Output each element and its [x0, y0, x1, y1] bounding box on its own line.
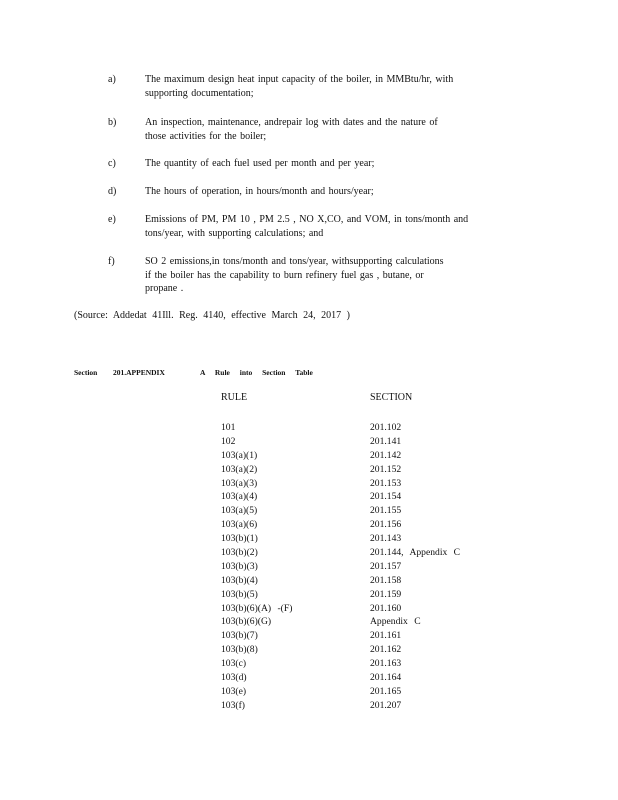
- section-column-header: SECTION: [370, 392, 413, 403]
- section-cell: 201.154: [370, 491, 402, 503]
- item-line: supporting documentation;: [145, 87, 254, 99]
- section-cell: 201.152: [370, 463, 402, 475]
- rule-cell: 103(b)(8): [221, 644, 258, 656]
- section-cell: 201.157: [370, 560, 402, 572]
- section-cell: 201.160: [370, 602, 402, 614]
- item-label: a): [108, 74, 116, 85]
- item-line: if the boiler has the capability to burn refinery fuel gas , butane, or: [145, 269, 424, 281]
- item-label: f): [108, 256, 115, 267]
- item-line: The maximum design heat input capacity of the boiler, in MMBtu/hr, with: [145, 74, 454, 85]
- rule-cell: 103(a)(6): [221, 519, 258, 531]
- rule-cell: 103(c): [221, 658, 247, 670]
- item-text: [145, 116, 525, 143]
- rule-cell: 103(a)(2): [221, 463, 258, 475]
- item-label: d): [108, 186, 117, 197]
- rule-column-header: RULE: [221, 392, 248, 403]
- section-label: Section: [74, 368, 98, 377]
- item-text: [145, 73, 525, 100]
- item-text: [145, 255, 525, 296]
- section-cell: 201.156: [370, 519, 402, 531]
- section-column: [370, 421, 460, 713]
- section-cell: 201.143: [370, 533, 402, 545]
- section-cell: 201.153: [370, 477, 402, 489]
- item-line: those activities for the boiler;: [145, 130, 267, 142]
- rule-cell: 103(a)(3): [221, 477, 258, 489]
- item-line: Emissions of PM, PM 10 , PM 2.5 , NO X,CO, and VOM, in tons/month and: [145, 214, 469, 225]
- item-text: [145, 185, 525, 199]
- item-line: SO 2 emissions,in tons/month and tons/year, withsupporting calculations: [145, 256, 444, 267]
- source-note: (Source: Addedat 41Ill. Reg. 4140, effective March 24, 2017 ): [74, 310, 350, 321]
- section-cell: 201.158: [370, 574, 402, 586]
- rule-cell: 103(b)(2): [221, 547, 258, 559]
- rule-cell: 103(a)(5): [221, 505, 258, 517]
- item-label: c): [108, 158, 116, 169]
- item-text: [145, 213, 525, 240]
- section-cell: 201.163: [370, 658, 402, 670]
- rule-cell: 103(d): [221, 672, 247, 684]
- rule-cell: 103(b)(7): [221, 630, 258, 642]
- section-cell: 201.142: [370, 449, 402, 461]
- item-line: The quantity of each fuel used per month and per year;: [145, 158, 375, 169]
- rule-cell: 102: [221, 435, 236, 447]
- item-label: b): [108, 117, 117, 128]
- item-line: tons/year, with supporting calculations; and: [145, 227, 324, 239]
- rule-cell: 103(a)(1): [221, 449, 258, 461]
- item-label: e): [108, 214, 116, 225]
- item-line: propane .: [145, 283, 184, 294]
- rule-cell: 103(e): [221, 685, 247, 697]
- section-cell: 201.155: [370, 505, 402, 517]
- rule-cell: 103(a)(4): [221, 491, 258, 503]
- item-line: The hours of operation, in hours/month and hours/year;: [145, 186, 374, 197]
- rule-cell: 103(b)(6)(G): [221, 616, 272, 628]
- section-cell: 201.161: [370, 630, 402, 642]
- section-cell: 201.102: [370, 422, 402, 433]
- section-cell: 201.164: [370, 672, 402, 684]
- section-cell: 201.165: [370, 685, 402, 697]
- section-cell: 201.144, Appendix C: [370, 547, 461, 559]
- section-cell: 201.207: [370, 699, 402, 711]
- rule-cell: 103(b)(3): [221, 560, 258, 572]
- section-cell: 201.159: [370, 588, 402, 600]
- item-line: An inspection, maintenance, andrepair log with dates and the nature of: [145, 117, 438, 128]
- section-cell: 201.162: [370, 644, 402, 656]
- rule-cell: 103(b)(6)(A) -(F): [221, 602, 293, 614]
- rule-cell: 103(b)(1): [221, 533, 258, 545]
- section-cell: Appendix C: [370, 616, 421, 628]
- rule-cell: 103(f): [221, 699, 245, 711]
- rule-column: [221, 421, 292, 713]
- rule-cell: 101: [221, 422, 236, 433]
- section-title: A Rule into Section Table: [200, 368, 313, 377]
- rule-cell: 103(b)(5): [221, 588, 258, 600]
- section-cell: 201.141: [370, 435, 402, 447]
- rule-cell: 103(b)(4): [221, 574, 258, 586]
- section-number: 201.APPENDIX: [113, 368, 165, 377]
- item-text: [145, 157, 525, 171]
